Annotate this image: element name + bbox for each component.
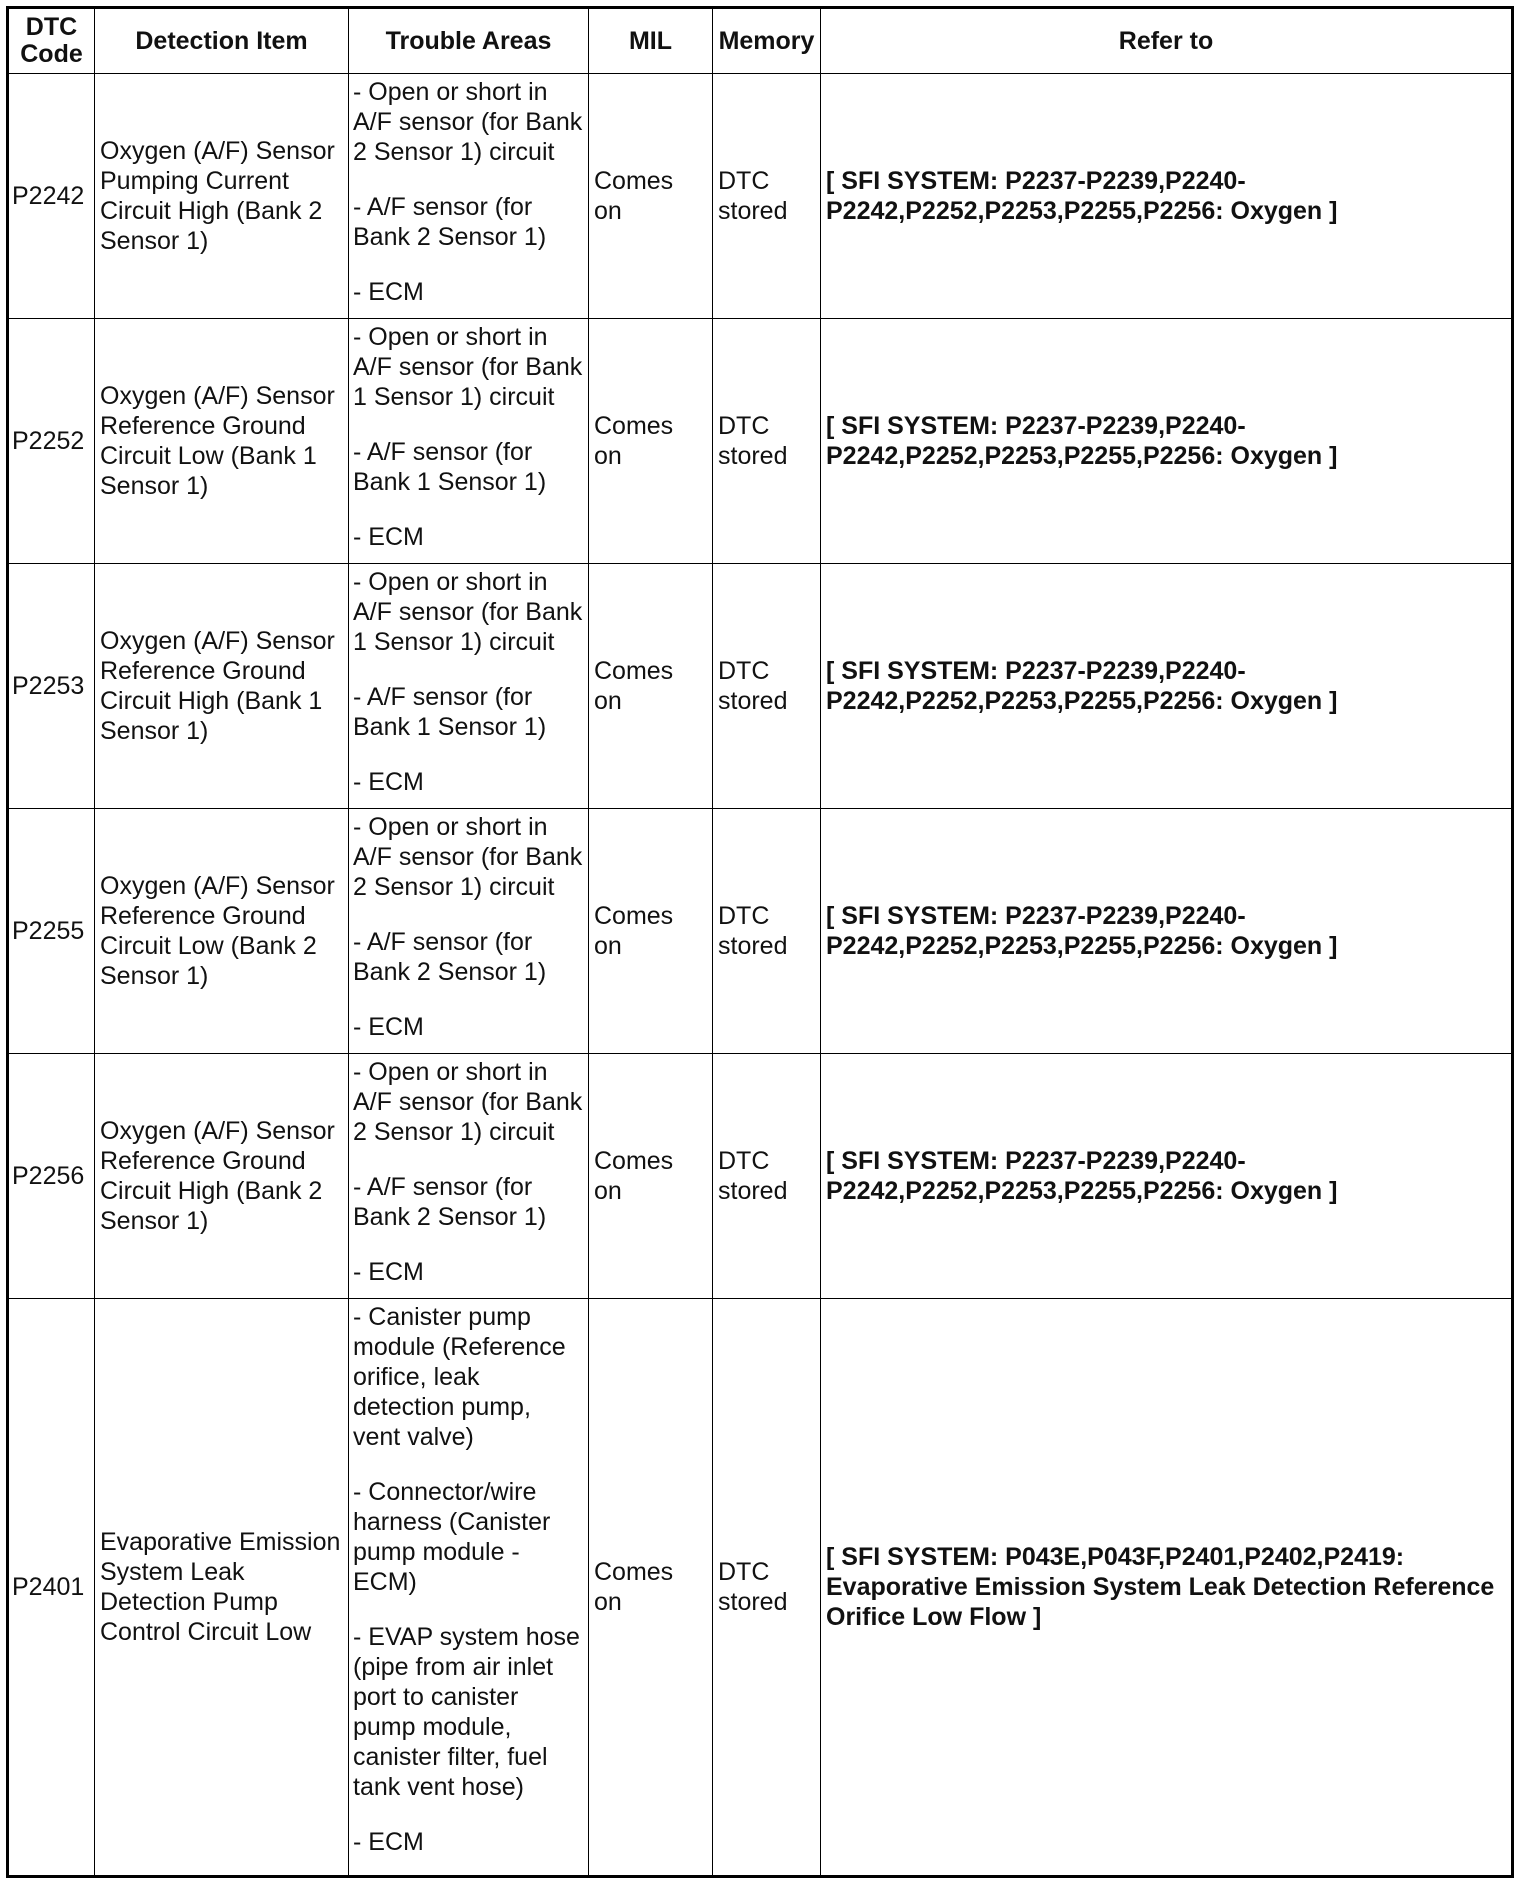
- memory-status: DTC stored: [713, 809, 821, 1054]
- detection-item: Oxygen (A/F) Sensor Pumping Current Circuit High (Bank 2 Sensor 1): [95, 74, 349, 319]
- refer-to-link[interactable]: [ SFI SYSTEM: P2237-P2239,P2240-P2242,P2252,P2253,P2255,P2256: Oxygen ]: [821, 809, 1513, 1054]
- trouble-areas: [349, 1054, 589, 1299]
- dtc-code: P2255: [8, 809, 95, 1054]
- trouble-area-item: - Open or short in A/F sensor (for Bank 1 Sensor 1) circuit: [353, 568, 583, 656]
- refer-to-link[interactable]: [ SFI SYSTEM: P2237-P2239,P2240-P2242,P2252,P2253,P2255,P2256: Oxygen ]: [821, 319, 1513, 564]
- trouble-areas: [349, 319, 589, 564]
- detection-item: Evaporative Emission System Leak Detection Pump Control Circuit Low: [95, 1299, 349, 1877]
- mil-status: Comes on: [589, 1054, 713, 1299]
- memory-status: DTC stored: [713, 1054, 821, 1299]
- table-row: [8, 564, 1513, 809]
- trouble-area-item: - ECM: [353, 1828, 424, 1856]
- trouble-area-item: - A/F sensor (for Bank 2 Sensor 1): [353, 928, 547, 986]
- memory-status: DTC stored: [713, 319, 821, 564]
- trouble-areas: [349, 809, 589, 1054]
- refer-to-link[interactable]: [ SFI SYSTEM: P2237-P2239,P2240-P2242,P2252,P2253,P2255,P2256: Oxygen ]: [821, 564, 1513, 809]
- trouble-area-item: - A/F sensor (for Bank 2 Sensor 1): [353, 1173, 547, 1231]
- header-memory: Memory: [713, 8, 821, 74]
- trouble-area-item: - A/F sensor (for Bank 1 Sensor 1): [353, 683, 547, 741]
- trouble-area-item: - Canister pump module (Reference orifice, leak detection pump, vent valve): [353, 1303, 566, 1451]
- trouble-area-item: - ECM: [353, 1013, 424, 1041]
- table-row: [8, 1054, 1513, 1299]
- trouble-area-item: - Open or short in A/F sensor (for Bank 1 Sensor 1) circuit: [353, 323, 583, 411]
- header-dtc-code: DTC Code: [8, 8, 95, 74]
- trouble-area-item: - A/F sensor (for Bank 2 Sensor 1): [353, 193, 547, 251]
- trouble-area-item: - Open or short in A/F sensor (for Bank 2 Sensor 1) circuit: [353, 813, 583, 901]
- mil-status: Comes on: [589, 1299, 713, 1877]
- trouble-area-item: - ECM: [353, 278, 424, 306]
- mil-status: Comes on: [589, 319, 713, 564]
- trouble-areas: [349, 74, 589, 319]
- memory-status: DTC stored: [713, 1299, 821, 1877]
- table-header-row: [8, 8, 1513, 74]
- trouble-areas: [349, 564, 589, 809]
- mil-status: Comes on: [589, 564, 713, 809]
- trouble-area-item: - Open or short in A/F sensor (for Bank 2 Sensor 1) circuit: [353, 78, 583, 166]
- trouble-area-item: - ECM: [353, 1258, 424, 1286]
- detection-item: Oxygen (A/F) Sensor Reference Ground Circuit Low (Bank 1 Sensor 1): [95, 319, 349, 564]
- mil-status: Comes on: [589, 74, 713, 319]
- dtc-code: P2253: [8, 564, 95, 809]
- memory-status: DTC stored: [713, 74, 821, 319]
- trouble-area-item: - A/F sensor (for Bank 1 Sensor 1): [353, 438, 547, 496]
- detection-item: Oxygen (A/F) Sensor Reference Ground Circuit High (Bank 2 Sensor 1): [95, 1054, 349, 1299]
- dtc-code: P2242: [8, 74, 95, 319]
- refer-to-link[interactable]: [ SFI SYSTEM: P2237-P2239,P2240-P2242,P2252,P2253,P2255,P2256: Oxygen ]: [821, 1054, 1513, 1299]
- table-row: [8, 74, 1513, 319]
- refer-to-link[interactable]: [ SFI SYSTEM: P043E,P043F,P2401,P2402,P2419: Evaporative Emission System Leak Detection Reference Orifice Low Flow ]: [821, 1299, 1513, 1877]
- dtc-code: P2256: [8, 1054, 95, 1299]
- dtc-code: P2252: [8, 319, 95, 564]
- table-row: [8, 1299, 1513, 1877]
- trouble-area-item: - Open or short in A/F sensor (for Bank 2 Sensor 1) circuit: [353, 1058, 583, 1146]
- trouble-area-item: - EVAP system hose (pipe from air inlet port to canister pump module, canister filter, fuel tank vent hose): [353, 1623, 580, 1801]
- trouble-area-item: - ECM: [353, 768, 424, 796]
- header-refer-to: Refer to: [821, 8, 1513, 74]
- header-mil: MIL: [589, 8, 713, 74]
- trouble-area-item: - ECM: [353, 523, 424, 551]
- mil-status: Comes on: [589, 809, 713, 1054]
- header-trouble-areas: Trouble Areas: [349, 8, 589, 74]
- detection-item: Oxygen (A/F) Sensor Reference Ground Circuit Low (Bank 2 Sensor 1): [95, 809, 349, 1054]
- refer-to-link[interactable]: [ SFI SYSTEM: P2237-P2239,P2240-P2242,P2252,P2253,P2255,P2256: Oxygen ]: [821, 74, 1513, 319]
- dtc-table: [6, 6, 1514, 1878]
- trouble-areas: [349, 1299, 589, 1877]
- memory-status: DTC stored: [713, 564, 821, 809]
- table-row: [8, 319, 1513, 564]
- trouble-area-item: - Connector/wire harness (Canister pump module - ECM): [353, 1478, 551, 1596]
- dtc-code: P2401: [8, 1299, 95, 1877]
- table-row: [8, 809, 1513, 1054]
- detection-item: Oxygen (A/F) Sensor Reference Ground Circuit High (Bank 1 Sensor 1): [95, 564, 349, 809]
- header-detection-item: Detection Item: [95, 8, 349, 74]
